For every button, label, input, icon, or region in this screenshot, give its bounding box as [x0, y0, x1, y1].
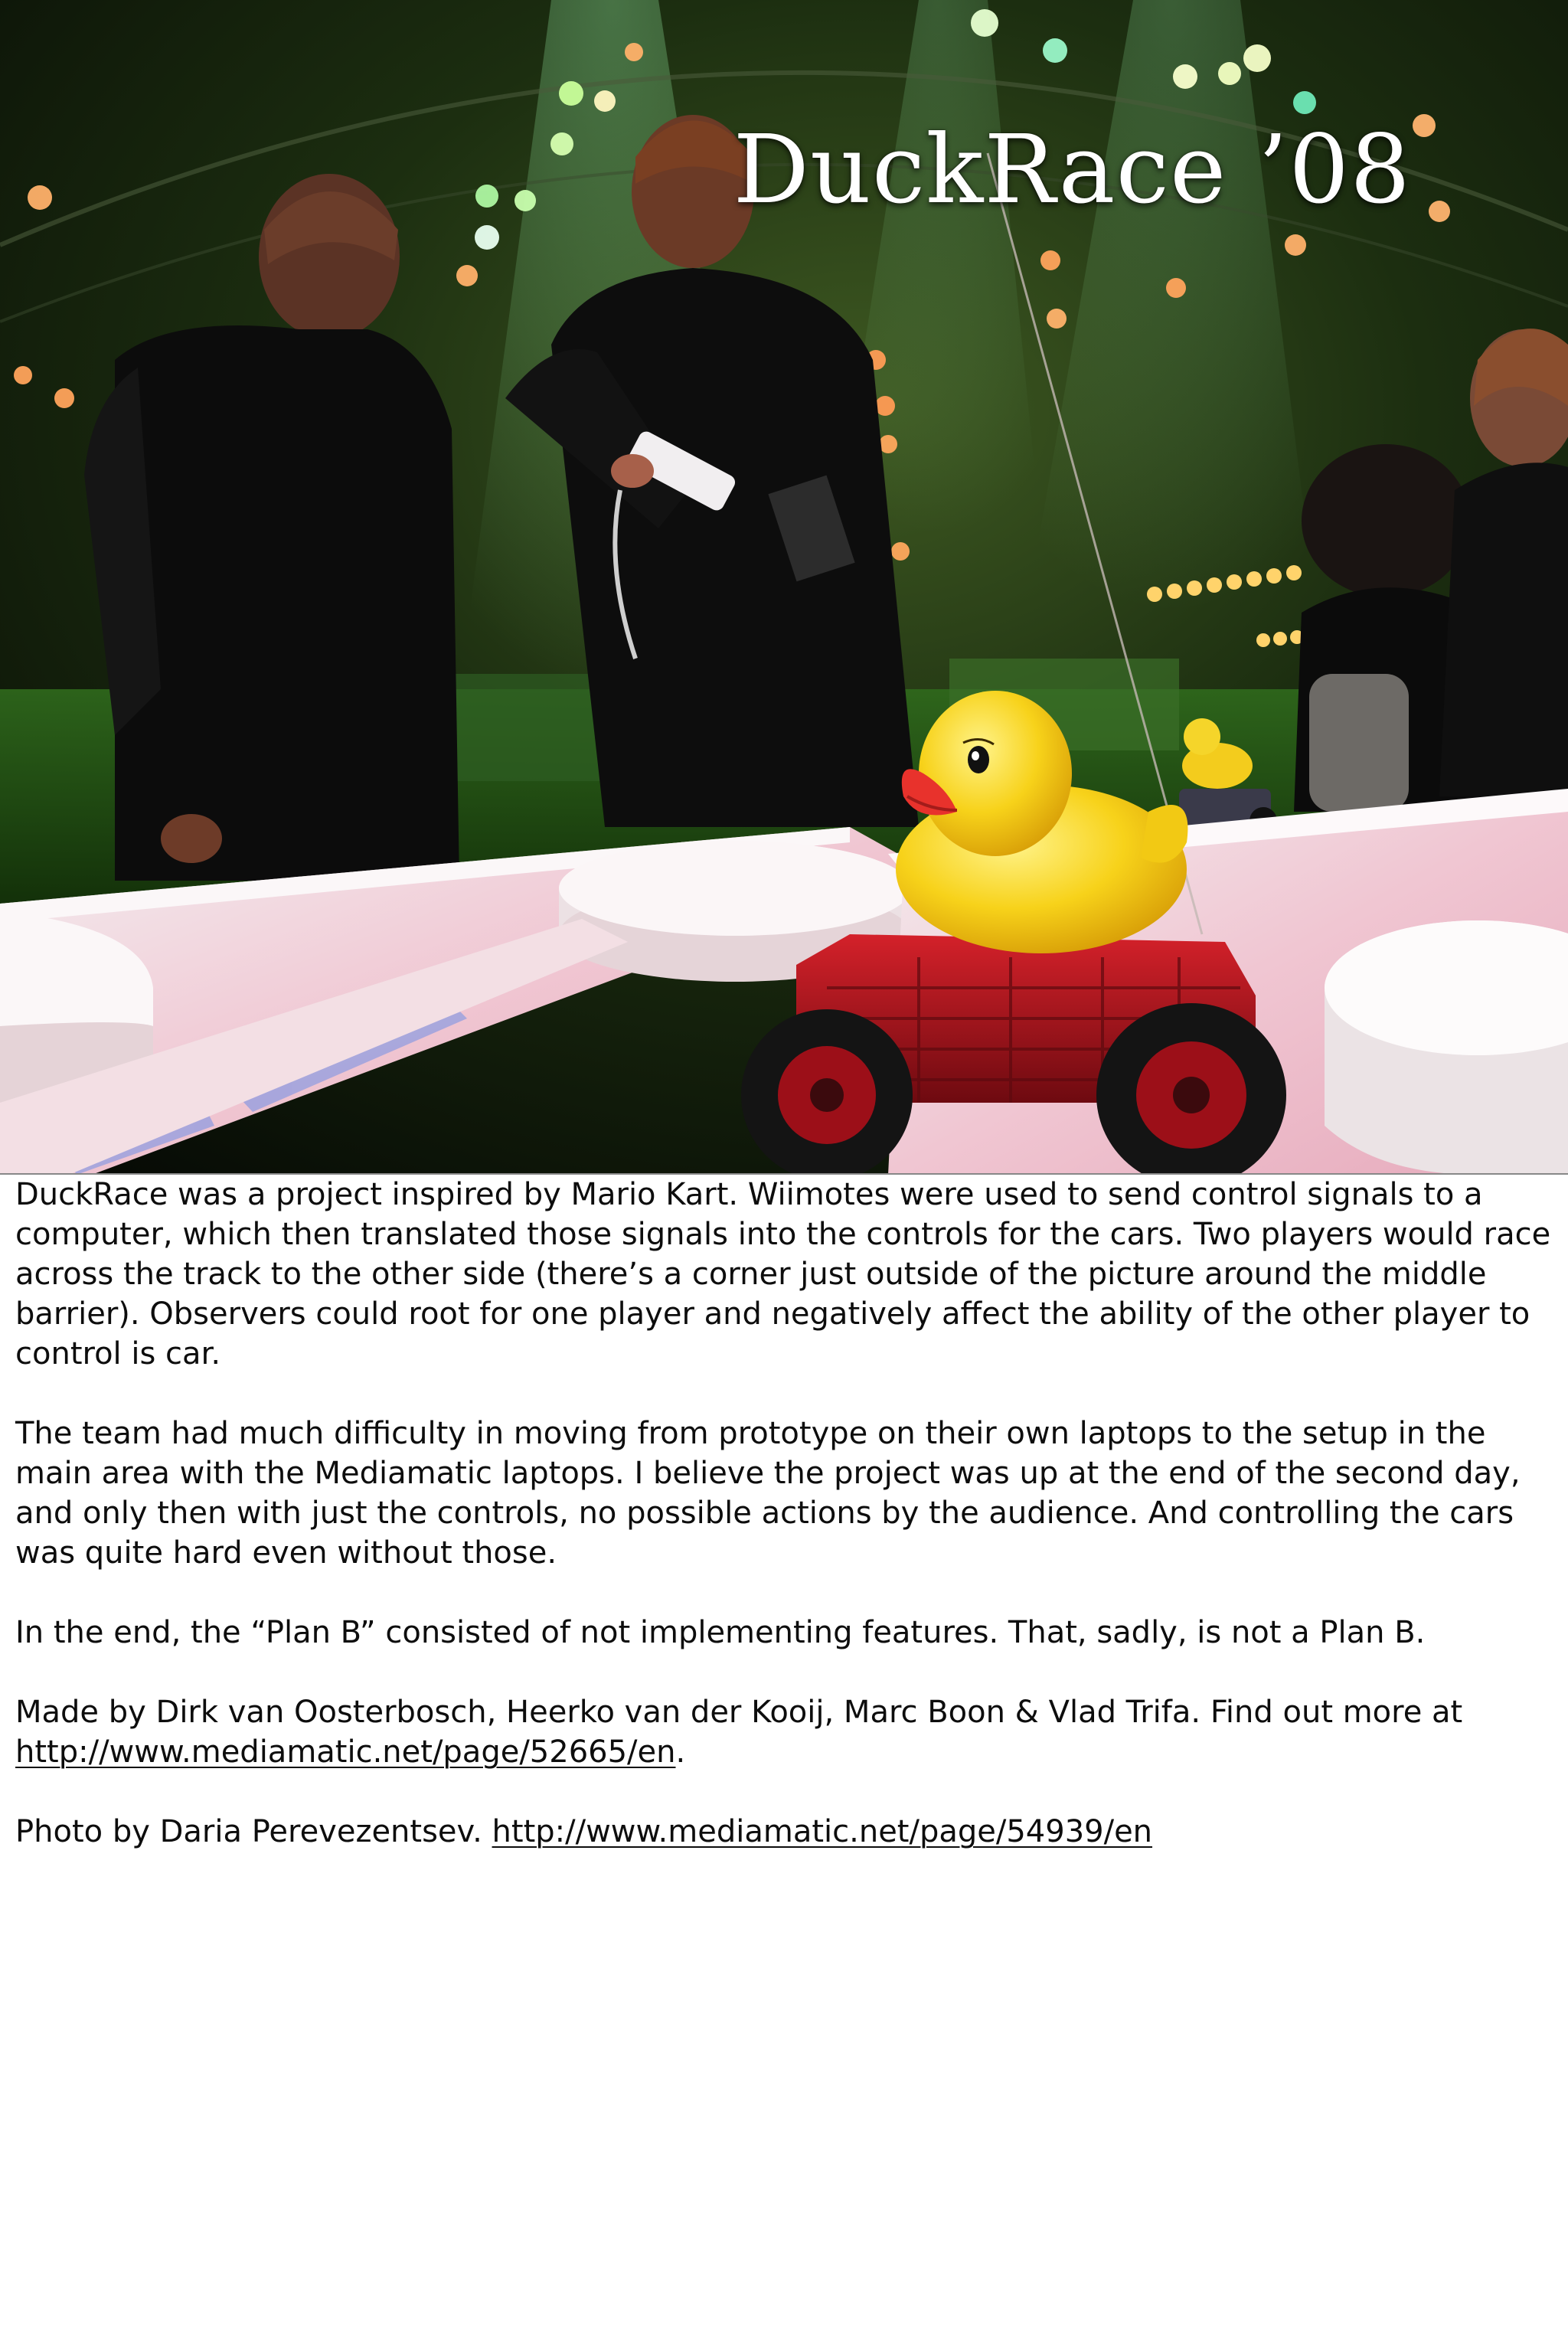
project-link[interactable]: http://www.mediamatic.net/page/52665/en	[15, 1734, 676, 1770]
slide-body	[15, 1175, 1554, 1891]
plan-b-paragraph: In the end, the “Plan B” consisted of not implementing features. That, sadly, is not a Plan B.	[15, 1615, 1426, 1650]
photo-link[interactable]: http://www.mediamatic.net/page/54939/en	[492, 1814, 1153, 1849]
credits-period: .	[675, 1734, 686, 1770]
credits-paragraph	[15, 1692, 1554, 1772]
photo-credit-text: Photo by Daria Perevezentsev.	[15, 1814, 492, 1849]
difficulty-paragraph: The team had much difficulty in moving from prototype on their own laptops to the setup in the main area with the Mediamatic laptops. I believe the project was up at the end of the second day, and only then with just the controls, no possible actions by the audience. And controlling the cars was quite hard even without those.	[15, 1416, 1521, 1571]
car-wheel-left	[741, 1009, 913, 1175]
credits-text: Made by Dirk van Oosterbosch, Heerko van der Kooij, Marc Boon & Vlad Trifa. Find out more at	[15, 1695, 1463, 1730]
slide-title: DuckRace ’08	[733, 115, 1411, 225]
description-paragraph: DuckRace was a project inspired by Mario Kart. Wiimotes were used to send control signals to a computer, which then translated those signals into the controls for the cars. Two players would race across the track to the other side (there’s a corner just outside of the picture around the middle barrier). Observers could root for one player and negatively affect the ability of the other player to control is car.	[15, 1177, 1551, 1371]
photo-credit-paragraph	[15, 1812, 1554, 1852]
